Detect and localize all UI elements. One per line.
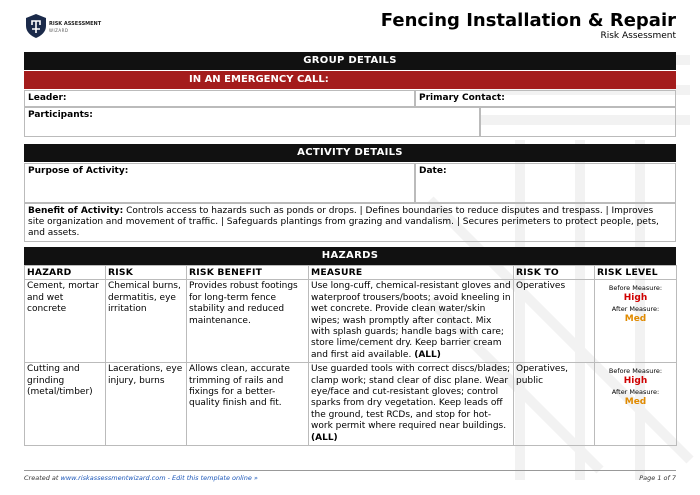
- page-number: Page 1 of 7: [639, 474, 676, 482]
- after-measure-label: After Measure:: [611, 305, 660, 314]
- footer-created-prefix: Created at: [24, 474, 59, 482]
- benefit-label: Benefit of Activity:: [28, 206, 124, 216]
- shield-icon: [26, 14, 46, 38]
- leader-label: Leader:: [28, 93, 67, 103]
- document-subtitle: Risk Assessment: [600, 31, 676, 41]
- risk-cell: Chemical burns, dermatitis, eye irritation: [106, 280, 187, 363]
- measure-cell: [309, 280, 514, 363]
- table-row: [25, 363, 677, 446]
- document-title: Fencing Installation & Repair: [380, 10, 676, 31]
- primary-contact-field[interactable]: [415, 90, 676, 107]
- hazards-section: [24, 247, 676, 446]
- after-level-badge: Med: [624, 314, 647, 325]
- date-label: Date:: [419, 166, 447, 176]
- col-header-risk-to: RISK TO: [514, 266, 595, 280]
- logo-text: RISK ASSESSMENT: [49, 21, 102, 27]
- emergency-call-bar: [24, 71, 676, 89]
- page-header: [24, 10, 676, 48]
- risk-to-cell: Operatives, public: [514, 363, 595, 446]
- after-level-badge: Med: [624, 397, 647, 408]
- logo-subtext: WIZARD: [49, 28, 69, 33]
- before-level-badge: High: [623, 293, 648, 304]
- group-details-heading: GROUP DETAILS: [24, 52, 676, 70]
- primary-contact-label: Primary Contact:: [419, 93, 505, 103]
- col-header-risk: RISK: [106, 266, 187, 280]
- hazards-table: [24, 265, 677, 446]
- group-details-section: [24, 52, 676, 138]
- col-header-hazard: HAZARD: [25, 266, 106, 280]
- risk-level-cell: [595, 280, 677, 363]
- measure-tag: (ALL): [414, 349, 441, 360]
- measure-text: Use guarded tools with correct discs/blades; clamp work; stand clear of disc plane. Wear eye/face and cut-resistant gloves; control sparks from dry vegetation. Keep leads off the ground, test RCDs, and stop for hot-work permit where required near buildings.: [311, 364, 511, 432]
- benefit-field: [24, 203, 676, 242]
- risk-benefit-cell: Allows clean, accurate trimming of rails and fixings for a better-quality finish and fit.: [187, 363, 309, 446]
- measure-cell: [309, 363, 514, 446]
- emergency-call-label: IN AN EMERGENCY CALL:: [189, 74, 329, 85]
- before-measure-label: Before Measure:: [608, 284, 663, 293]
- risk-benefit-cell: Provides robust footings for long-term fence stability and reduced maintenance.: [187, 280, 309, 363]
- before-measure-label: Before Measure:: [608, 367, 663, 376]
- table-row: [25, 280, 677, 363]
- purpose-field[interactable]: [24, 163, 415, 203]
- after-measure-label: After Measure:: [611, 388, 660, 397]
- footer-template-link[interactable]: www.riskassessmentwizard.com - Edit this template online »: [60, 474, 258, 482]
- risk-cell: Lacerations, eye injury, burns: [106, 363, 187, 446]
- col-header-measure: MEASURE: [309, 266, 514, 280]
- risk-to-cell: Operatives: [514, 280, 595, 363]
- benefit-text: Controls access to hazards such as ponds or drops. | Defines boundaries to reduce disputes and trespass. | Improves site organization and movement of traffic. | Safeguards plantings from grazing and vandalism. | Secures perimeters to protect people, pets, and assets.: [28, 206, 659, 238]
- hazards-heading: HAZARDS: [24, 247, 676, 265]
- risk-level-cell: [595, 363, 677, 446]
- leader-field[interactable]: [24, 90, 415, 107]
- measure-tag: (ALL): [311, 432, 338, 443]
- hazards-header-row: [25, 266, 677, 280]
- hazard-cell: Cement, mortar and wet concrete: [25, 280, 106, 363]
- col-header-risk-benefit: RISK BENEFIT: [187, 266, 309, 280]
- activity-details-section: [24, 144, 676, 242]
- before-level-badge: High: [623, 376, 648, 387]
- date-field[interactable]: [415, 163, 676, 203]
- participants-extra-field[interactable]: [480, 107, 676, 137]
- activity-details-heading: ACTIVITY DETAILS: [24, 144, 676, 162]
- participants-field[interactable]: [24, 107, 480, 137]
- page-footer: [24, 470, 676, 482]
- hazard-cell: Cutting and grinding (metal/timber): [25, 363, 106, 446]
- brand-logo[interactable]: [26, 14, 102, 44]
- participants-label: Participants:: [28, 110, 93, 120]
- purpose-label: Purpose of Activity:: [28, 166, 129, 176]
- col-header-risk-level: RISK LEVEL: [595, 266, 677, 280]
- measure-text: Use long-cuff, chemical-resistant gloves and waterproof trousers/boots; avoid kneeling in wet concrete. Provide clean water/skin wipes; wash promptly after contact. Mix with splash guards; handle bags with care; store lime/cement dry. Keep barrier cream and first aid available.: [311, 281, 511, 360]
